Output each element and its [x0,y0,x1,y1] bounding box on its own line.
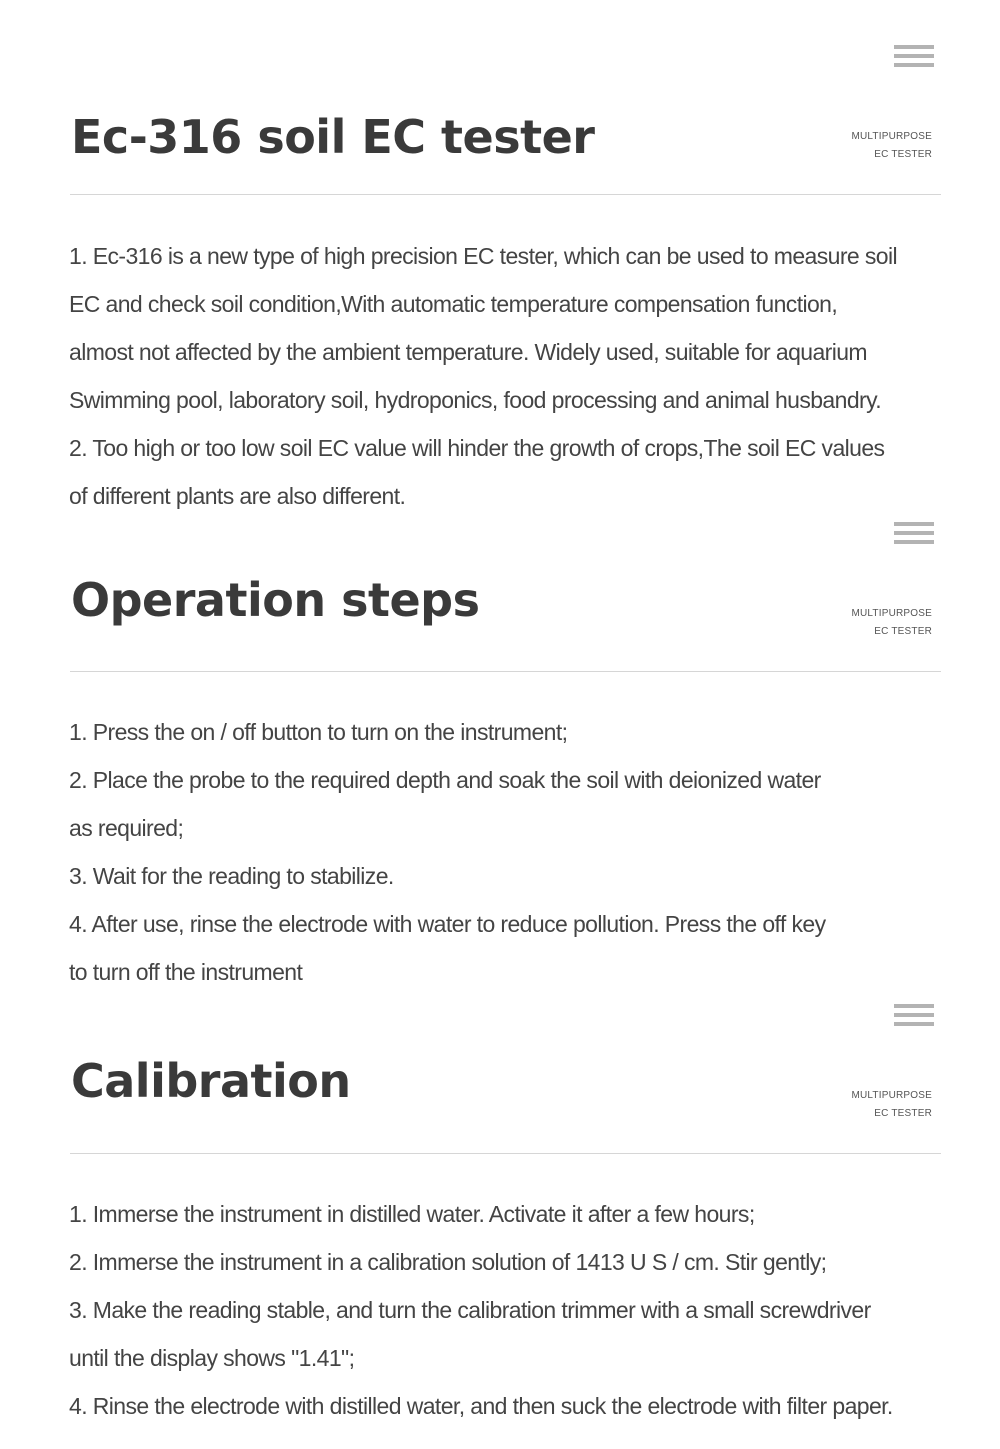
divider [70,1153,941,1154]
body-line: 2. Immerse the instrument in a calibration solution of 1413 U S / cm. Stir gently; [69,1249,827,1275]
body-line: Swimming pool, laboratory soil, hydroponics, food processing and animal husbandry. [69,387,882,413]
tag-line: EC TESTER [874,626,932,637]
body-line: 3. Wait for the reading to stabilize. [69,863,394,889]
body-line: EC and check soil condition,With automatic temperature compensation function, [69,291,838,317]
body-line: until the display shows "1.41"; [69,1345,355,1371]
section-tag [851,1087,932,1123]
body-line: 1. Ec-316 is a new type of high precision EC tester, which can be used to measure soil [69,243,897,269]
body-line: of different plants are also different. [69,483,406,509]
body-line: 1. Immerse the instrument in distilled water. Activate it after a few hours; [69,1201,755,1227]
section-title: Operation steps [71,573,480,627]
body-line: almost not affected by the ambient temperature. Widely used, suitable for aquarium [69,339,867,365]
tag-line: MULTIPURPOSE [851,608,932,619]
body-line: 1. Press the on / off button to turn on the instrument; [69,719,568,745]
body-line: 2. Place the probe to the required depth and soak the soil with deionized water [69,767,821,793]
body-line: 4. Rinse the electrode with distilled water, and then suck the electrode with filter paper. [69,1393,893,1419]
body-line: as required; [69,815,184,841]
tag-line: MULTIPURPOSE [851,1090,932,1101]
section-title: Calibration [71,1054,351,1108]
section-title: Ec-316 soil EC tester [71,110,595,164]
body-line: 3. Make the reading stable, and turn the calibration trimmer with a small screwdriver [69,1297,871,1323]
tag-line: EC TESTER [874,149,932,160]
tag-line: EC TESTER [874,1108,932,1119]
body-line: to turn off the instrument [69,959,303,985]
menu-icon[interactable] [894,1004,934,1028]
body-line: 4. After use, rinse the electrode with water to reduce pollution. Press the off key [69,911,826,937]
tag-line: MULTIPURPOSE [851,131,932,142]
body-line: 2. Too high or too low soil EC value will hinder the growth of crops,The soil EC values [69,435,885,461]
section-body [69,1190,959,1430]
